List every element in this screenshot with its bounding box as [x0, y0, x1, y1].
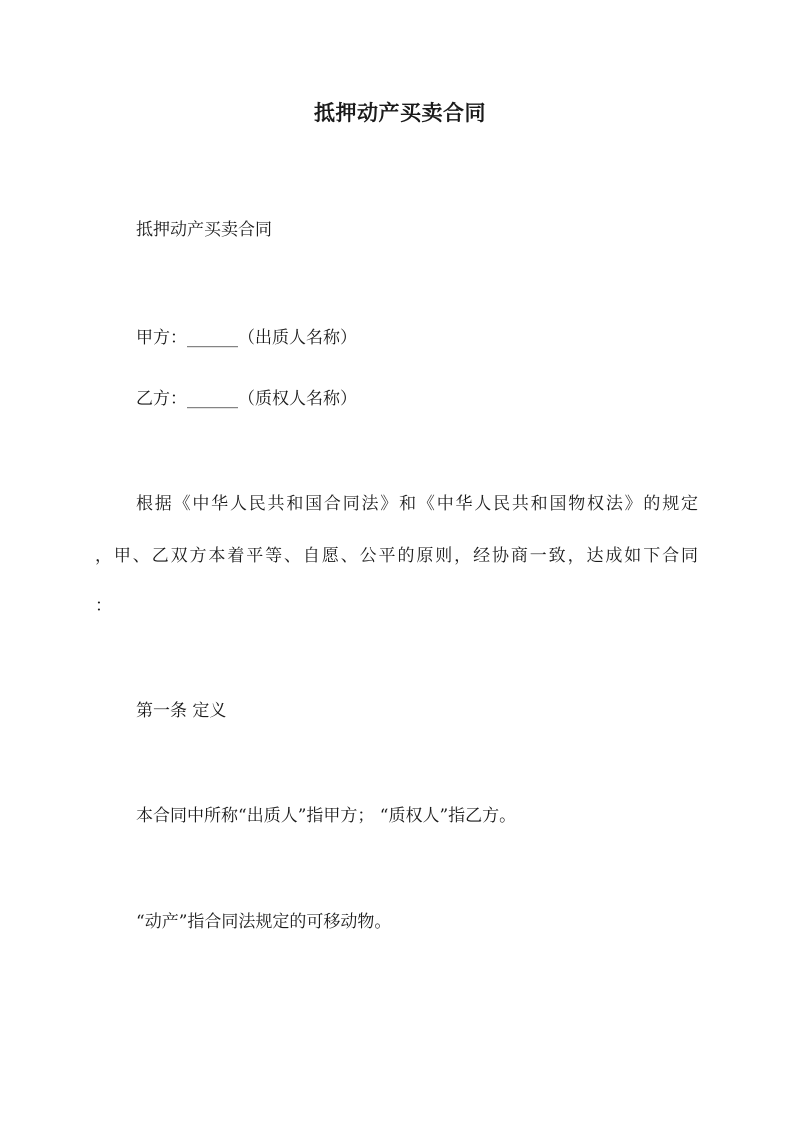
document-title: 抵押动产买卖合同 — [314, 100, 486, 125]
party-b-line: 乙方：______（质权人名称） — [136, 389, 357, 409]
preamble-line-3: ： — [95, 596, 112, 616]
article-1-paragraph-1: 本合同中所称“出质人”指甲方； “质权人”指乙方。 — [136, 806, 517, 826]
preamble-line-2: ，甲、乙双方本着平等、自愿、公平的原则，经协商一致，达成如下合同 — [95, 546, 698, 566]
article-1-heading: 第一条 定义 — [136, 701, 227, 721]
party-a-line: 甲方：______（出质人名称） — [136, 328, 357, 348]
article-1-paragraph-2: “动产”指合同法规定的可移动物。 — [136, 912, 392, 932]
preamble-line-1: 根据《中华人民共和国合同法》和《中华人民共和国物权法》的规定 — [136, 494, 698, 514]
document-subtitle: 抵押动产买卖合同 — [136, 220, 272, 240]
